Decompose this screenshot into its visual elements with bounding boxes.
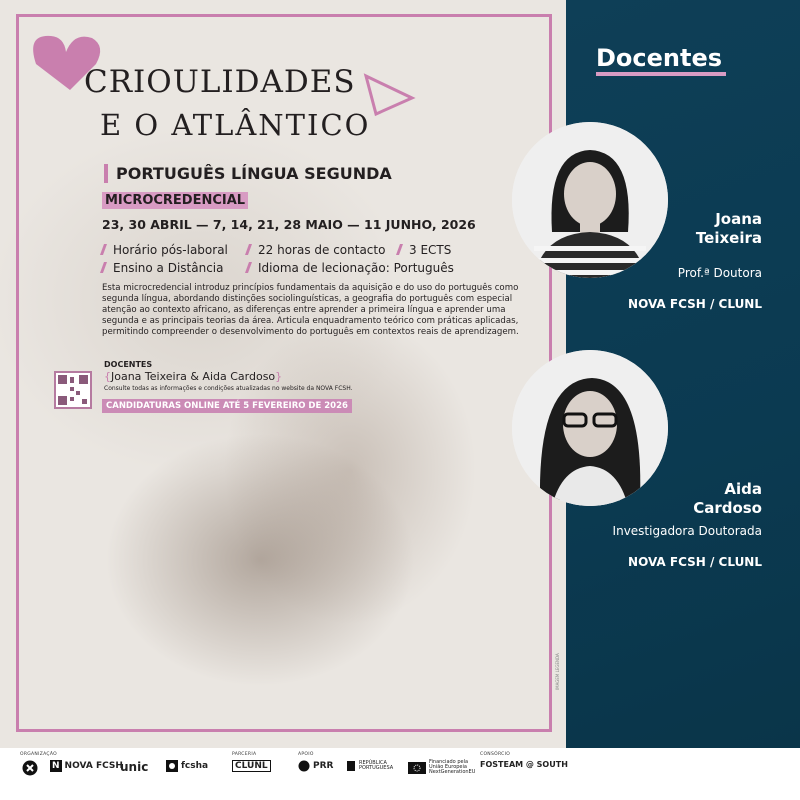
footer-logos — [0, 748, 800, 800]
caption-consorcio: CONSÓRCIO — [480, 752, 511, 757]
panel-title: Docentes — [596, 44, 723, 72]
person-portrait-icon — [512, 122, 668, 278]
caption-parceria: PARCERIA — [232, 752, 257, 757]
logo-eu: Financiado pela União Europeia NextGenerationEU — [408, 760, 479, 775]
avatar-joana — [512, 122, 668, 278]
x-circle-icon — [22, 760, 38, 776]
logo-fosteam: FOSTEAM @ SOUTH — [480, 760, 568, 769]
caption-apoio: APOIO — [298, 752, 314, 757]
bullet-horas: 22 horas de contacto — [247, 243, 385, 257]
application-deadline: CANDIDATURAS ONLINE ATÉ 5 FEVEREIRO DE 2026 — [102, 399, 352, 413]
poster-title-line2: E O ATLÂNTICO — [100, 108, 371, 142]
course-description: Esta microcredencial introduz princípios fundamentais da aquisição e do uso do português como segunda língua, abordando distinções sociolinguísticas, a geografia do português com especial atenção ao contexto africano, as diferenças entre aprender a primeira língua e aprender uma segunda e as principais teorias da área. Articula enquadramento teórico com práticas aplicadas, permitindo compreender o desenvolvimento do português em contextos reais de aprendizagem. — [102, 283, 519, 337]
teacher-aida-role: Investigadora Doutorada — [612, 524, 762, 538]
logo-novafcsh: N NOVA FCSH — [52, 761, 123, 771]
caption-organizacao: ORGANIZAÇÃO — [20, 752, 57, 757]
logo-clunl: CLUNL — [232, 760, 271, 772]
teacher-joana-role: Prof.ª Doutora — [677, 266, 762, 280]
image-credit: IMAGEM LEGENDA — [555, 653, 560, 690]
qr-code-icon — [56, 373, 90, 407]
poster-subtitle: PORTUGUÊS LÍNGUA SEGUNDA — [104, 164, 392, 183]
teacher-aida-name: Aida Cardoso — [693, 480, 762, 517]
logo-fcsha: fcsha — [166, 760, 208, 772]
logo-republica: REPÚBLICA PORTUGUESA — [346, 760, 399, 772]
teacher-aida-institution: NOVA FCSH / CLUNL — [628, 555, 762, 569]
avatar-aida — [512, 350, 668, 506]
logo-prr: PRR — [298, 760, 333, 772]
microcredencial-badge: MICROCREDENCIAL — [102, 192, 248, 209]
bullet-horario: Horário pós-laboral — [102, 243, 228, 257]
panel-title-underline — [596, 72, 726, 76]
poster-title-line1: CRIOULIDADES — [84, 64, 356, 100]
docentes-names: {Joana Teixeira & Aida Cardoso} — [104, 370, 283, 383]
republica-mark-icon — [346, 760, 356, 772]
qr-code[interactable] — [54, 371, 92, 409]
bullet-idioma: Idioma de lecionação: Português — [247, 261, 454, 275]
teacher-joana-name: Joana Teixeira — [695, 210, 762, 247]
logo-x — [22, 760, 38, 776]
teacher-joana-institution: NOVA FCSH / CLUNL — [628, 297, 762, 311]
eu-flag-icon — [408, 762, 426, 774]
prr-mark-icon — [298, 760, 310, 772]
docentes-note: Consulte todas as informações e condições atualizadas no website da NOVA FCSH. — [104, 385, 353, 392]
bullet-ensino: Ensino a Distância — [102, 261, 223, 275]
docentes-label: DOCENTES — [104, 360, 153, 369]
logo-unic: unic — [120, 760, 149, 774]
course-dates: 23, 30 ABRIL — 7, 14, 21, 28 MAIO — 11 JUNHO, 2026 — [102, 217, 476, 232]
bullet-ects: 3 ECTS — [398, 243, 451, 257]
person-portrait-icon — [512, 350, 668, 506]
fcsha-mark-icon — [166, 760, 178, 772]
